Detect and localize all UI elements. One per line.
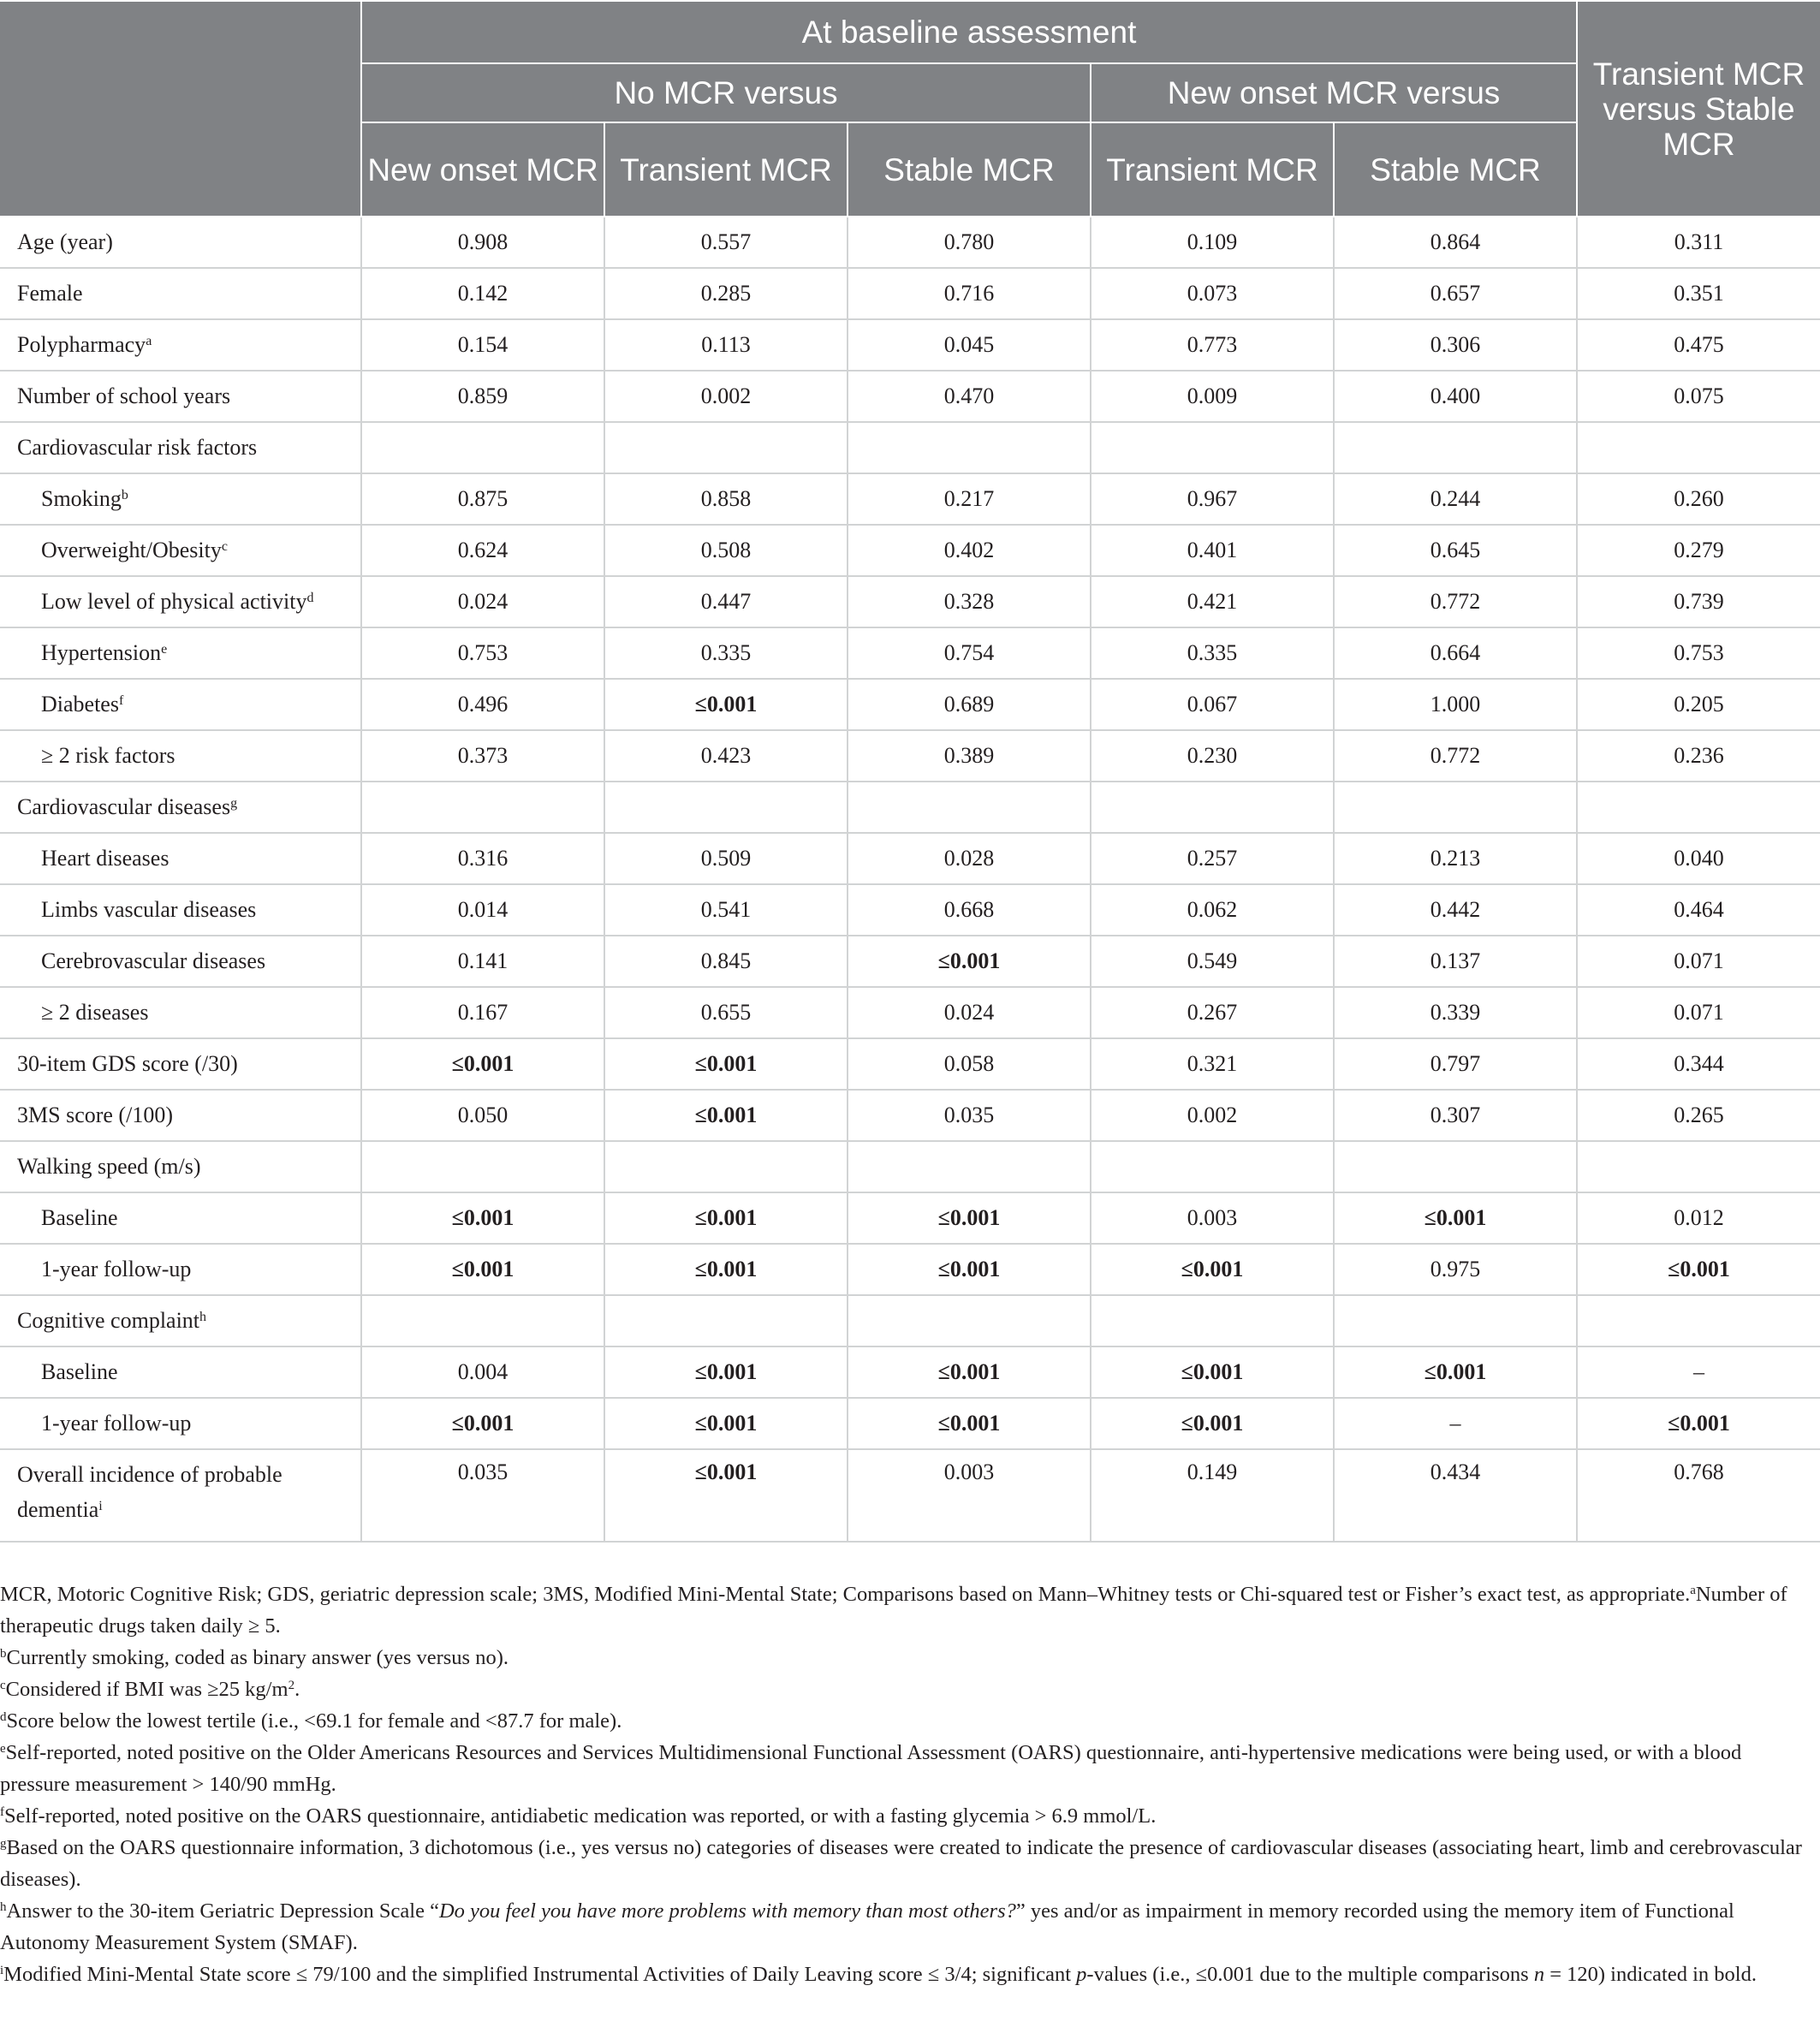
- p-value-cell: 0.864: [1334, 217, 1577, 268]
- p-value-cell: 0.004: [361, 1346, 604, 1398]
- footnote-abbrev-text: MCR, Motoric Cognitive Risk; GDS, geriatric depression scale; 3MS, Modified Mini-Mental State; Comparisons based on Mann–Whitney tests or Chi-squared test or Fisher’s exact test, as appropriate.: [0, 1583, 1691, 1606]
- header-group-no-mcr: No MCR versus: [361, 63, 1091, 122]
- p-value-cell: [1334, 782, 1577, 833]
- p-value-cell: 0.442: [1334, 884, 1577, 936]
- row-label-text: Female: [17, 281, 83, 306]
- p-value-cell: 0.141: [361, 936, 604, 987]
- row-label-text: 30-item GDS score (/30): [17, 1051, 238, 1076]
- footnote-i-p: p: [1076, 1963, 1087, 1986]
- row-label-text: 1-year follow-up: [41, 1411, 192, 1436]
- row-label: [0, 1346, 361, 1398]
- p-value-cell: 0.772: [1334, 730, 1577, 782]
- p-value-cell: 0.154: [361, 319, 604, 371]
- p-value-cell: 0.073: [1091, 268, 1334, 319]
- p-value-cell: 0.655: [604, 987, 848, 1038]
- header-col-new-onset-mcr: New onset MCR: [361, 122, 604, 217]
- p-value-cell: [848, 1141, 1091, 1192]
- row-label: [0, 1295, 361, 1346]
- p-value-cell: 0.307: [1334, 1090, 1577, 1141]
- row-label: [0, 679, 361, 730]
- p-value-cell: 0.464: [1577, 884, 1820, 936]
- row-label-text: Low level of physical activity: [41, 589, 307, 614]
- footnote-c-text: Considered if BMI was ≥25 kg/m: [5, 1678, 288, 1701]
- p-value-cell: ≤0.001: [1334, 1346, 1577, 1398]
- table-row: [0, 1346, 1820, 1398]
- p-value-cell: [1577, 422, 1820, 473]
- p-value-cell: 0.075: [1577, 371, 1820, 422]
- footnote-g: [0, 1832, 1811, 1895]
- p-value-cell: 0.230: [1091, 730, 1334, 782]
- p-value-cell: 0.423: [604, 730, 848, 782]
- footnote-mark: g: [0, 1837, 7, 1851]
- footnote-mark: d: [0, 1710, 7, 1724]
- p-value-cell: 0.421: [1091, 576, 1334, 627]
- row-label-text: 3MS score (/100): [17, 1103, 173, 1127]
- p-value-cell: 0.716: [848, 268, 1091, 319]
- p-value-cell: 0.024: [361, 576, 604, 627]
- row-label: [0, 833, 361, 884]
- p-value-cell: 0.657: [1334, 268, 1577, 319]
- table-row: [0, 1449, 1820, 1542]
- p-value-cell: 0.967: [1091, 473, 1334, 525]
- p-value-cell: 0.470: [848, 371, 1091, 422]
- p-value-cell: 0.009: [1091, 371, 1334, 422]
- p-value-cell: [361, 422, 604, 473]
- p-value-cell: [361, 1295, 604, 1346]
- p-value-cell: 0.373: [361, 730, 604, 782]
- p-value-cell: 0.797: [1334, 1038, 1577, 1090]
- row-label-text: ≥ 2 diseases: [41, 1000, 149, 1025]
- p-value-cell: ≤0.001: [604, 679, 848, 730]
- p-value-cell: ≤0.001: [604, 1449, 848, 1542]
- table-row: [0, 473, 1820, 525]
- table-row: [0, 1090, 1820, 1141]
- header-col-transient-mcr: Transient MCR: [604, 122, 848, 217]
- row-label-text: Cognitive complaint: [17, 1308, 200, 1333]
- p-value-cell: 0.773: [1091, 319, 1334, 371]
- p-value-cell: 0.335: [604, 627, 848, 679]
- table-row: [0, 1141, 1820, 1192]
- p-value-cell: 0.236: [1577, 730, 1820, 782]
- footnote-c-period: .: [294, 1678, 300, 1701]
- table-row: [0, 1398, 1820, 1449]
- row-label: [0, 422, 361, 473]
- row-label: [0, 730, 361, 782]
- p-value-cell: ≤0.001: [604, 1398, 848, 1449]
- p-value-cell: 0.908: [361, 217, 604, 268]
- row-label-text: Baseline: [41, 1205, 118, 1230]
- p-value-cell: 0.645: [1334, 525, 1577, 576]
- p-value-cell: 0.447: [604, 576, 848, 627]
- footnote-h-question: Do you feel you have more problems with memory than most others?: [438, 1899, 1016, 1923]
- p-value-cell: 0.257: [1091, 833, 1334, 884]
- p-value-cell: 0.002: [1091, 1090, 1334, 1141]
- footnote-marker: a: [146, 334, 152, 348]
- row-label: [0, 936, 361, 987]
- p-value-cell: 0.845: [604, 936, 848, 987]
- p-value-cell: 0.260: [1577, 473, 1820, 525]
- row-label-text: Baseline: [41, 1359, 118, 1384]
- p-value-cell: 0.003: [848, 1449, 1091, 1542]
- footnote-marker: c: [221, 539, 228, 554]
- p-value-cell: ≤0.001: [848, 1244, 1091, 1295]
- footnote-c-exponent: 2: [288, 1679, 295, 1692]
- row-label: [0, 217, 361, 268]
- table-row: [0, 1244, 1820, 1295]
- p-value-cell: ≤0.001: [1334, 1192, 1577, 1244]
- p-value-cell: 0.858: [604, 473, 848, 525]
- p-value-cell: 0.475: [1577, 319, 1820, 371]
- p-value-cell: 0.071: [1577, 987, 1820, 1038]
- p-value-cell: 0.351: [1577, 268, 1820, 319]
- p-value-cell: 0.668: [848, 884, 1091, 936]
- p-value-cell: 0.321: [1091, 1038, 1334, 1090]
- footnote-marker: d: [306, 591, 314, 605]
- p-value-cell: 0.267: [1091, 987, 1334, 1038]
- footnote-mark: e: [0, 1742, 6, 1756]
- footnote-abbreviations: [0, 1578, 1811, 1642]
- p-value-cell: 0.624: [361, 525, 604, 576]
- p-value-cell: [1091, 1295, 1334, 1346]
- p-value-cell: 0.142: [361, 268, 604, 319]
- p-value-cell: 0.045: [848, 319, 1091, 371]
- p-value-cell: [604, 1141, 848, 1192]
- p-value-cell: –: [1577, 1346, 1820, 1398]
- footnote-i-text-mid: -values (i.e., ≤0.001 due to the multiple comparisons: [1086, 1963, 1534, 1986]
- row-label: [0, 884, 361, 936]
- p-value-cell: 0.285: [604, 268, 848, 319]
- footnote-mark: c: [0, 1679, 6, 1692]
- footnote-marker: i: [98, 1499, 103, 1513]
- p-value-cell: 0.062: [1091, 884, 1334, 936]
- p-value-cell: ≤0.001: [604, 1244, 848, 1295]
- p-value-cell: [1091, 782, 1334, 833]
- p-value-cell: 0.496: [361, 679, 604, 730]
- p-value-cell: 0.002: [604, 371, 848, 422]
- p-value-cell: 0.772: [1334, 576, 1577, 627]
- p-value-cell: ≤0.001: [604, 1038, 848, 1090]
- p-value-cell: [361, 782, 604, 833]
- p-value-cell: 0.328: [848, 576, 1091, 627]
- row-label: [0, 987, 361, 1038]
- p-value-cell: ≤0.001: [848, 936, 1091, 987]
- row-label-text: Cerebrovascular diseases: [41, 948, 266, 973]
- footnote-i-n: n: [1533, 1963, 1545, 1986]
- p-value-cell: ≤0.001: [361, 1398, 604, 1449]
- footnote-d: [0, 1705, 1811, 1737]
- table-row: [0, 833, 1820, 884]
- table-row: [0, 1038, 1820, 1090]
- p-value-cell: 0.167: [361, 987, 604, 1038]
- footnote-e-text: Self-reported, noted positive on the Older Americans Resources and Services Multidimensional Functional Assessment (OARS) questionnaire, anti-hypertensive medications were being used, or with a blood pressure measurement > 140/90 mmHg.: [0, 1741, 1742, 1796]
- p-value-cell: ≤0.001: [604, 1192, 848, 1244]
- p-value-cell: [1577, 1295, 1820, 1346]
- row-label: [0, 1090, 361, 1141]
- footnote-marker: f: [118, 693, 124, 708]
- p-value-cell: ≤0.001: [361, 1038, 604, 1090]
- p-value-cell: 0.664: [1334, 627, 1577, 679]
- row-label-text: Limbs vascular diseases: [41, 897, 257, 922]
- header-group-baseline: At baseline assessment: [361, 1, 1577, 63]
- footnote-b-text: Currently smoking, coded as binary answer (yes versus no).: [6, 1646, 509, 1669]
- row-label-text: Number of school years: [17, 383, 231, 408]
- row-label-text: Hypertension: [41, 640, 162, 665]
- p-value-cell: [361, 1141, 604, 1192]
- p-value-cell: [1334, 1295, 1577, 1346]
- p-value-cell: 0.339: [1334, 987, 1577, 1038]
- p-value-cell: ≤0.001: [361, 1244, 604, 1295]
- p-value-cell: [604, 422, 848, 473]
- footnote-marker: h: [199, 1310, 207, 1324]
- table-row: [0, 679, 1820, 730]
- p-value-cell: 0.003: [1091, 1192, 1334, 1244]
- p-value-cell: 0.975: [1334, 1244, 1577, 1295]
- p-value-cell: 0.402: [848, 525, 1091, 576]
- p-value-cell: 0.344: [1577, 1038, 1820, 1090]
- p-value-cell: ≤0.001: [1577, 1398, 1820, 1449]
- row-label-text: Polypharmacy: [17, 332, 146, 357]
- footnote-marker: e: [161, 642, 168, 657]
- footnote-a-text: Number of therapeutic drugs taken daily ≥ 5.: [0, 1583, 1787, 1638]
- p-value-cell: 0.024: [848, 987, 1091, 1038]
- p-value-cell: 0.217: [848, 473, 1091, 525]
- p-value-cell: [604, 782, 848, 833]
- row-label: [0, 1038, 361, 1090]
- table-row: [0, 1295, 1820, 1346]
- p-value-cell: 0.549: [1091, 936, 1334, 987]
- footnote-c: [0, 1673, 1811, 1705]
- row-label-text: Age (year): [17, 229, 113, 254]
- footnote-i: [0, 1959, 1811, 1990]
- p-value-cell: 0.875: [361, 473, 604, 525]
- footnote-mark: b: [0, 1647, 7, 1661]
- p-value-cell: 0.265: [1577, 1090, 1820, 1141]
- footnote-mark: a: [1690, 1584, 1696, 1597]
- p-value-cell: [1577, 1141, 1820, 1192]
- footnote-h: [0, 1895, 1811, 1959]
- row-label: [0, 371, 361, 422]
- table-row: [0, 576, 1820, 627]
- p-value-cell: 0.335: [1091, 627, 1334, 679]
- p-value-cell: 0.401: [1091, 525, 1334, 576]
- p-value-cell: 0.316: [361, 833, 604, 884]
- p-value-cell: 0.400: [1334, 371, 1577, 422]
- p-value-cell: 0.028: [848, 833, 1091, 884]
- row-label-text: ≥ 2 risk factors: [41, 743, 175, 768]
- row-label: [0, 576, 361, 627]
- p-value-cell: –: [1334, 1398, 1577, 1449]
- p-value-cell: [848, 1295, 1091, 1346]
- row-label-text: Smoking: [41, 486, 122, 511]
- footnote-h-text: Answer to the 30-item Geriatric Depression Scale “: [6, 1899, 439, 1923]
- p-value-cell: [604, 1295, 848, 1346]
- row-label: [0, 627, 361, 679]
- header-col-stable-mcr: Stable MCR: [1334, 122, 1577, 217]
- p-value-cell: ≤0.001: [1577, 1244, 1820, 1295]
- footnote-mark: h: [0, 1900, 7, 1914]
- footnote-mark: f: [0, 1805, 4, 1819]
- p-value-cell: ≤0.001: [1091, 1398, 1334, 1449]
- table-row: [0, 268, 1820, 319]
- p-value-cell: ≤0.001: [1091, 1244, 1334, 1295]
- p-value-cell: 0.311: [1577, 217, 1820, 268]
- footnote-mark: i: [0, 1964, 4, 1977]
- table-footnotes: [0, 1578, 1811, 1990]
- p-value-cell: 0.058: [848, 1038, 1091, 1090]
- footnote-d-text: Score below the lowest tertile (i.e., <69.1 for female and <87.7 for male).: [6, 1709, 622, 1733]
- footnote-i-text-end: = 120) indicated in bold.: [1544, 1963, 1757, 1986]
- p-value-cell: 0.859: [361, 371, 604, 422]
- row-label: [0, 1449, 361, 1542]
- p-value-cell: 0.012: [1577, 1192, 1820, 1244]
- header-col-transient-mcr: Transient MCR: [1091, 122, 1334, 217]
- table-row: [0, 730, 1820, 782]
- table-row: [0, 627, 1820, 679]
- p-value-cell: [1577, 782, 1820, 833]
- p-value-cell: 0.508: [604, 525, 848, 576]
- header-group-new-onset: New onset MCR versus: [1091, 63, 1577, 122]
- p-value-cell: 0.149: [1091, 1449, 1334, 1542]
- row-label: [0, 1192, 361, 1244]
- p-value-cell: 0.541: [604, 884, 848, 936]
- p-value-cell: 0.067: [1091, 679, 1334, 730]
- p-value-cell: 0.109: [1091, 217, 1334, 268]
- p-value-cell: 0.279: [1577, 525, 1820, 576]
- p-value-cell: 0.768: [1577, 1449, 1820, 1542]
- header-transient-vs-stable: Transient MCR versus Stable MCR: [1577, 1, 1820, 217]
- p-value-cell: 0.050: [361, 1090, 604, 1141]
- table-row: [0, 987, 1820, 1038]
- p-value-cell: 0.244: [1334, 473, 1577, 525]
- row-label-text: Overweight/Obesity: [41, 538, 222, 562]
- p-value-cell: ≤0.001: [361, 1192, 604, 1244]
- p-value-cell: 0.014: [361, 884, 604, 936]
- p-value-cell: [1091, 422, 1334, 473]
- p-value-cell: 0.509: [604, 833, 848, 884]
- table-row: [0, 217, 1820, 268]
- footnote-b: [0, 1642, 1811, 1673]
- row-label-text: Walking speed (m/s): [17, 1154, 201, 1179]
- p-value-cell: ≤0.001: [848, 1346, 1091, 1398]
- p-value-cell: 0.434: [1334, 1449, 1577, 1542]
- p-value-cell: ≤0.001: [848, 1398, 1091, 1449]
- p-value-cell: ≤0.001: [1091, 1346, 1334, 1398]
- p-value-cell: 0.739: [1577, 576, 1820, 627]
- table-row: [0, 371, 1820, 422]
- p-value-cell: 0.753: [1577, 627, 1820, 679]
- footnote-i-text: Modified Mini-Mental State score ≤ 79/100 and the simplified Instrumental Activities of Daily Leaving score ≤ 3/4; significant: [3, 1963, 1077, 1986]
- row-label: [0, 1141, 361, 1192]
- p-value-cell: 0.213: [1334, 833, 1577, 884]
- table-header: [0, 1, 1820, 217]
- table-row: [0, 782, 1820, 833]
- p-value-cell: [848, 782, 1091, 833]
- table-row: [0, 525, 1820, 576]
- p-value-cell: 0.035: [361, 1449, 604, 1542]
- p-value-cell: 0.071: [1577, 936, 1820, 987]
- row-label-text: Heart diseases: [41, 846, 170, 871]
- footnote-f-text: Self-reported, noted positive on the OARS questionnaire, antidiabetic medication was reported, or with a fasting glycemia > 6.9 mmol/L.: [4, 1804, 1157, 1828]
- footnote-f: [0, 1800, 1811, 1832]
- p-value-cell: ≤0.001: [604, 1346, 848, 1398]
- p-value-cell: 0.557: [604, 217, 848, 268]
- footnote-e: [0, 1737, 1811, 1800]
- p-value-cell: [1334, 422, 1577, 473]
- table-row: [0, 422, 1820, 473]
- row-label: [0, 1244, 361, 1295]
- row-label-text: Cardiovascular diseases: [17, 794, 231, 819]
- p-value-cell: 0.753: [361, 627, 604, 679]
- footnote-g-text: Based on the OARS questionnaire information, 3 dichotomous (i.e., yes versus no) categories of diseases were created to indicate the presence of cardiovascular diseases (associating heart, limb and cerebrovascular diseases).: [0, 1836, 1802, 1891]
- row-label: [0, 319, 361, 371]
- row-label-text: Overall incidence of probable dementia: [17, 1462, 283, 1522]
- p-value-cell: 0.035: [848, 1090, 1091, 1141]
- row-label-text: Cardiovascular risk factors: [17, 435, 258, 460]
- p-value-cell: [1334, 1141, 1577, 1192]
- header-corner-cell: [0, 1, 361, 217]
- p-value-cell: 0.137: [1334, 936, 1577, 987]
- table-row: [0, 936, 1820, 987]
- p-value-cell: ≤0.001: [848, 1192, 1091, 1244]
- p-value-cell: 0.389: [848, 730, 1091, 782]
- table-row: [0, 1192, 1820, 1244]
- row-label: [0, 473, 361, 525]
- p-value-cell: 0.306: [1334, 319, 1577, 371]
- p-value-cell: 1.000: [1334, 679, 1577, 730]
- row-label: [0, 268, 361, 319]
- p-value-cell: 0.205: [1577, 679, 1820, 730]
- table-row: [0, 884, 1820, 936]
- footnote-marker: b: [121, 488, 128, 502]
- header-col-stable-mcr: Stable MCR: [848, 122, 1091, 217]
- p-value-cell: 0.754: [848, 627, 1091, 679]
- p-value-cell: 0.113: [604, 319, 848, 371]
- row-label: [0, 525, 361, 576]
- row-label-text: 1-year follow-up: [41, 1257, 192, 1281]
- row-label: [0, 1398, 361, 1449]
- footnote-marker: g: [230, 796, 238, 811]
- table-row: [0, 319, 1820, 371]
- p-value-cell: ≤0.001: [604, 1090, 848, 1141]
- row-label: [0, 782, 361, 833]
- p-value-cell: 0.780: [848, 217, 1091, 268]
- p-value-cell: 0.040: [1577, 833, 1820, 884]
- row-label-text: Diabetes: [41, 692, 119, 716]
- p-value-cell: [1091, 1141, 1334, 1192]
- p-value-cell: 0.689: [848, 679, 1091, 730]
- table-body: [0, 217, 1820, 1542]
- p-value-cell: [848, 422, 1091, 473]
- footnote-h-text-end: ” yes and/or as impairment in memory recorded using the memory item of Functional Autonomy Measurement System (SMAF).: [0, 1899, 1734, 1954]
